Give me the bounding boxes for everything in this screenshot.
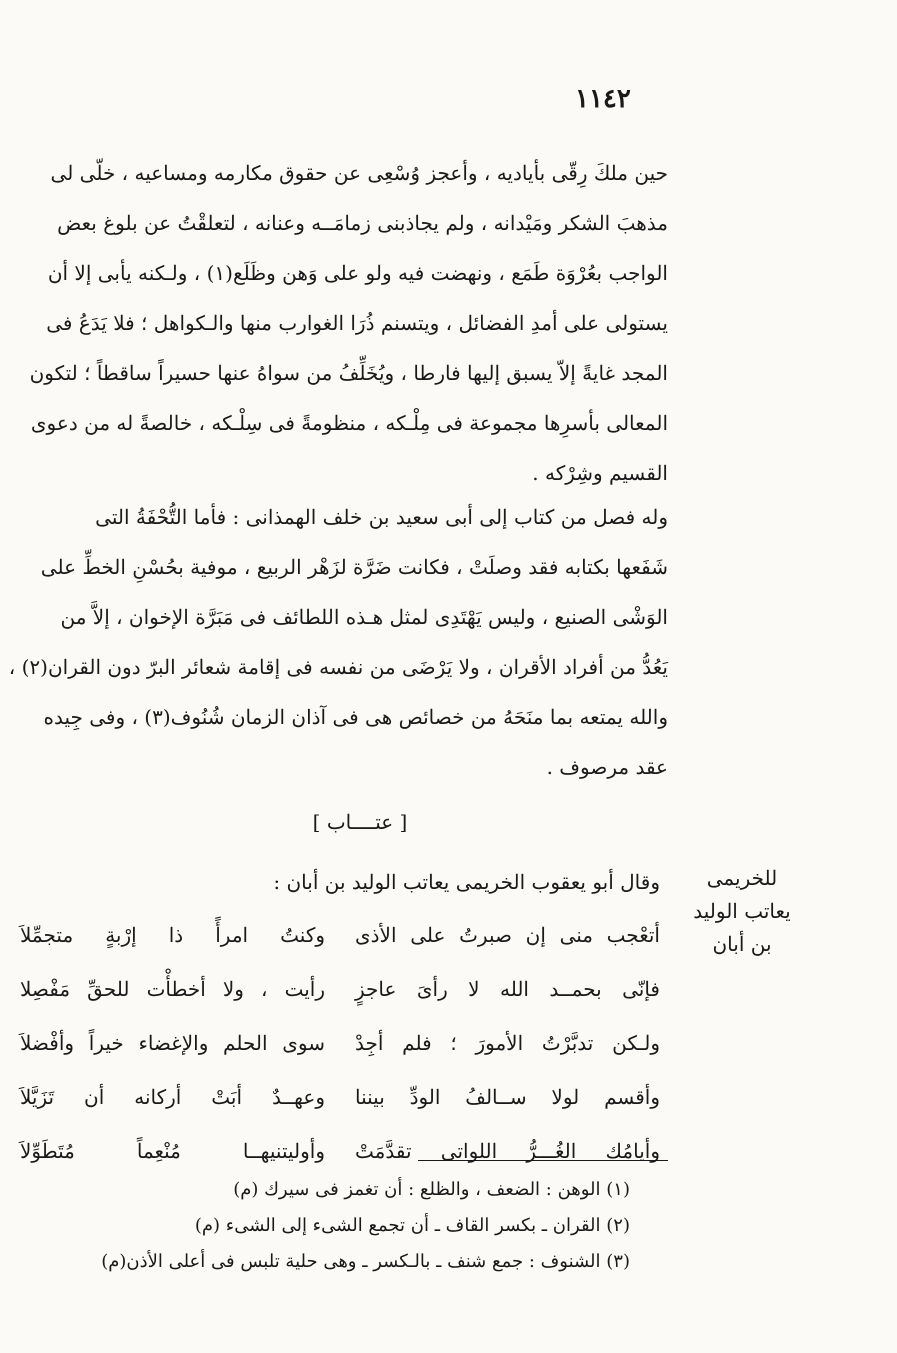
- text-line: يستولى على أمدِ الفضائل ، ويتسنم ذُرَا الغوارب منها والـكواهل ؛ فلا يَدَعُ فى: [46, 311, 668, 335]
- margin-note-line: يعاتب الوليد: [693, 899, 791, 923]
- text-line: شَفَعها بكتابه فقد وصلَتْ ، فكانت ضَرَّة لزَهْر الربيع ، موفية بحُسْنِ الخطِّ على: [40, 555, 668, 579]
- verse-first-hemistich: فإنّى بحمــد الله لا رأىَ عاجزٍ: [355, 977, 660, 1001]
- verse: [20, 908, 660, 962]
- verse-second-hemistich: وعهــدٌ أبَتْ أركانه أن تَزَيَّلاَ: [20, 1085, 325, 1109]
- paragraph-2: [8, 492, 668, 792]
- text-line: الوَشْى الصنيع ، وليس يَهْتَدِى لمثل هـذه اللطائف فى مَبَرَّة الإخوان ، إلاَّ من: [60, 605, 668, 629]
- verse-first-hemistich: وأقسم لولا ســالفُ الودِّ بيننا: [355, 1085, 660, 1109]
- poem: [20, 908, 660, 1178]
- footnote: (٣) الشنوف : جمع شنف ـ بالـكسر ـ وهى حلية تلبس فى أعلى الأذن(م): [101, 1251, 630, 1272]
- poem-intro: وقال أبو يعقوب الخريمى يعاتب الوليد بن أبان :: [273, 870, 660, 894]
- text-line: وله فصل من كتاب إلى أبى سعيد بن خلف الهمذانى : فأما التُّحْفَةُ التى: [95, 505, 668, 529]
- footnote-divider: [418, 1160, 668, 1161]
- verse-second-hemistich: وأوليتنيهــا مُنْعِماً مُتَطَوِّلاَ: [20, 1139, 325, 1163]
- footnote: (٢) القران ـ بكسر القاف ـ أن تجمع الشىء إلى الشىء (م): [194, 1215, 630, 1236]
- text-line: المعالى بأسرِها مجموعة فى مِلْـكه ، منظومةً فى سِلْـكه ، خالصةً له من دعوى: [30, 411, 668, 435]
- margin-note: [672, 862, 812, 961]
- verse: [20, 1124, 660, 1178]
- verse-second-hemistich: رأيت ، ولا أخطأْت للحقِّ مَفْصِلا: [20, 977, 325, 1001]
- text-line: حين ملكَ رِقّى بأياديه ، وأعجز وُسْعِى عن حقوق مكارمه ومساعيه ، خلّى لى: [50, 161, 668, 185]
- verse-first-hemistich: وأيامُك الغُـــرُّ اللواتى تقدَّمَتْ: [355, 1139, 660, 1163]
- text-line: يَعُدُّ من أفراد الأقران ، ولا يَرْضَى من نفسه فى إقامة شعائر البرّ دون القران(٢) ،: [8, 655, 668, 679]
- text-line: والله يمتعه بما منَحَهُ من خصائص هى فى آذان الزمان شُنُوف(٣) ، وفى جِيده: [43, 705, 668, 729]
- section-heading: [ عتــــاب ]: [312, 810, 408, 834]
- paragraph-1: [28, 148, 668, 498]
- verse-first-hemistich: ولـكن تدبَّرْتُ الأمورَ ؛ فلم أجِدْ: [355, 1031, 660, 1055]
- text-line: المجد غايةً إلاّ يسبق إليها فارطا ، ويُخَلِّفُ من سواهُ عنها حسيراً ساقطاً ؛ لتكون: [29, 361, 668, 385]
- verse-second-hemistich: سوى الحلم والإغضاء خيراً وأفْضلاَ: [20, 1031, 325, 1055]
- verse-first-hemistich: أتعْجب منى إن صبرتُ على الأذى: [355, 923, 660, 947]
- verse: [20, 1016, 660, 1070]
- margin-note-line: بن أبان: [712, 932, 772, 956]
- text-line: الواجب بعُرْوَة طَمَع ، ونهضت فيه ولو على وَهن وظَلَع(١) ، ولـكنه يأبى إلا أن: [47, 261, 668, 285]
- margin-note-line: للخريمى: [706, 866, 778, 890]
- footnote: (١) الوهن : الضعف ، والظلع : أن تغمز فى سيرك (م): [233, 1179, 630, 1200]
- text-line: القسيم وشِرْكه .: [532, 461, 668, 485]
- footnotes: [20, 1172, 630, 1280]
- verse: [20, 1070, 660, 1124]
- verse-second-hemistich: وكنتُ امرأً ذا إرْبةٍ متجمِّلاَ: [20, 923, 325, 947]
- page-number: ١١٤٢: [575, 84, 631, 114]
- verse: [20, 962, 660, 1016]
- text-line: مذهبَ الشكر ومَيْدانه ، ولم يجاذبنى زمامَــه وعنانه ، لتعلقْتُ عن بلوغ بعض: [57, 211, 668, 235]
- text-line: عقد مرصوف .: [546, 755, 668, 779]
